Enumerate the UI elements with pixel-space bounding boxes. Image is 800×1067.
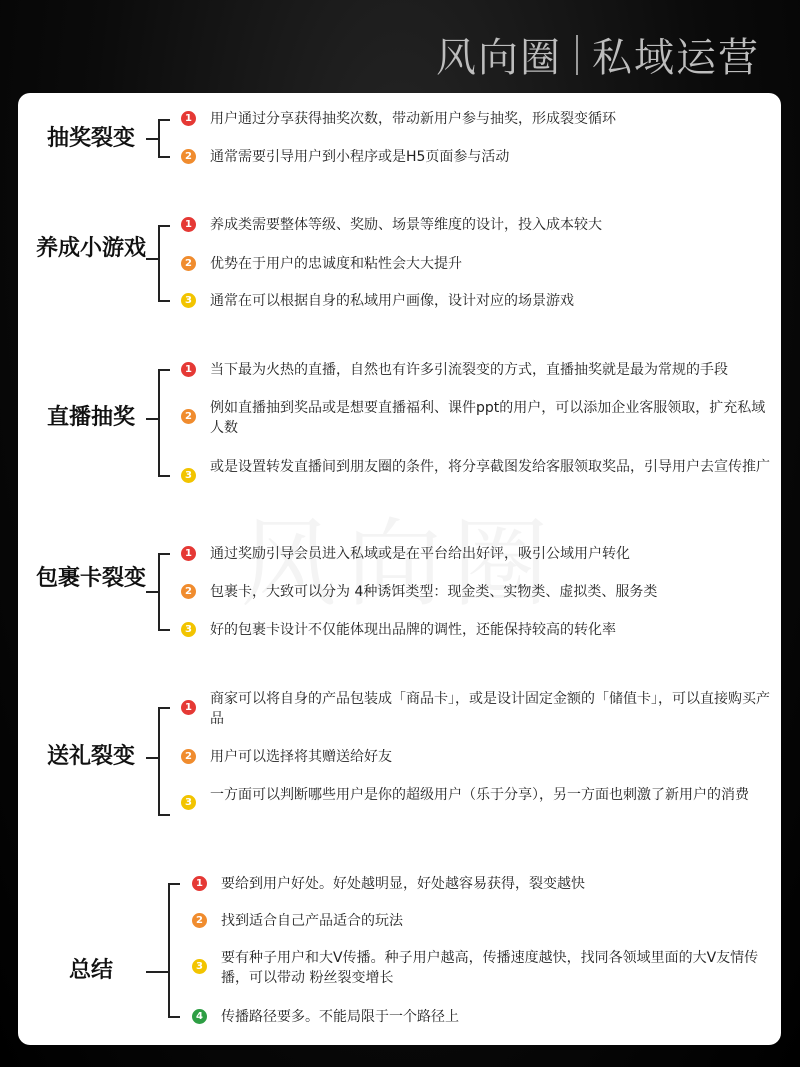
number-badge-3: 3 [192,959,207,974]
number-badge-1: 1 [192,876,207,891]
section-title: 养成小游戏 [35,236,146,261]
number-badge-4: 4 [192,1009,207,1024]
number-badge-3: 3 [181,795,196,810]
list-item-text: 或是设置转发直播间到朋友圈的条件，将分享截图发给客服领取奖品，引导用户去宣传推广 [210,459,770,475]
list-item-text: 包裹卡，大致可以分为 4种诱饵类型：现金类、实物类、虚拟类、服务类 [210,584,658,600]
brand-divider [576,35,578,75]
section-title: 抽奖裂变 [46,126,135,151]
list-item-text: 例如直播抽到奖品或是想要直播福利、课件ppt的用户，可以添加企业客服领取，扩充私域人数 [210,400,766,436]
number-badge-1: 1 [181,111,196,126]
number-badge-2: 2 [181,584,196,599]
number-badge-2: 2 [181,149,196,164]
number-badge-1: 1 [181,217,196,232]
number-badge-2: 2 [181,256,196,271]
list-item-text: 找到适合自己产品适合的玩法 [221,913,403,929]
list-item-text: 养成类需要整体等级、奖励、场景等维度的设计，投入成本较大 [210,217,602,233]
content-card [18,93,781,1045]
list-item-text: 传播路径要多。不能局限于一个路径上 [221,1009,459,1025]
number-badge-2: 2 [192,913,207,928]
section-title: 包裹卡裂变 [35,566,146,591]
list-item-text: 一方面可以判断哪些用户是你的超级用户（乐于分享），另一方面也刺激了新用户的消费 [210,787,749,803]
list-item-text: 通常在可以根据自身的私域用户画像，设计对应的场景游戏 [210,293,574,309]
number-badge-3: 3 [181,293,196,308]
number-badge-1: 1 [181,700,196,715]
section-title: 总结 [68,958,113,983]
brand-name: 风向圈 [436,35,562,81]
section-title: 直播抽奖 [46,405,135,430]
number-badge-2: 2 [181,409,196,424]
list-item-text: 商家可以将自身的产品包装成「商品卡」，或是设计固定金额的「储值卡」，可以直接购买产品 [210,691,770,727]
number-badge-3: 3 [181,468,196,483]
list-item-text: 优势在于用户的忠诚度和粘性会大大提升 [210,256,462,272]
list-item-text: 通过奖励引导会员进入私域或是在平台给出好评，吸引公域用户转化 [210,546,630,562]
number-badge-1: 1 [181,546,196,561]
number-badge-2: 2 [181,749,196,764]
brand-header [436,26,760,83]
list-item-text: 要有种子用户和大V传播。种子用户越高，传播速度越快，找同各领域里面的大V友情传播，可以带动 粉丝裂变增长 [221,950,759,986]
list-item-text: 通常需要引导用户到小程序或是H5页面参与活动 [210,149,510,165]
list-item-text: 要给到用户好处。好处越明显，好处越容易获得，裂变越快 [221,876,585,892]
list-item-text: 用户可以选择将其赠送给好友 [210,749,392,765]
list-item-text: 好的包裹卡设计不仅能体现出品牌的调性，还能保持较高的转化率 [210,622,616,638]
section-title: 送礼裂变 [46,744,135,769]
brand-subtitle: 私域运营 [592,35,760,81]
list-item-text: 用户通过分享获得抽奖次数，带动新用户参与抽奖，形成裂变循环 [210,111,616,127]
number-badge-3: 3 [181,622,196,637]
list-item-text: 当下最为火热的直播，自然也有许多引流裂变的方式，直播抽奖就是最为常规的手段 [210,362,728,378]
number-badge-1: 1 [181,362,196,377]
